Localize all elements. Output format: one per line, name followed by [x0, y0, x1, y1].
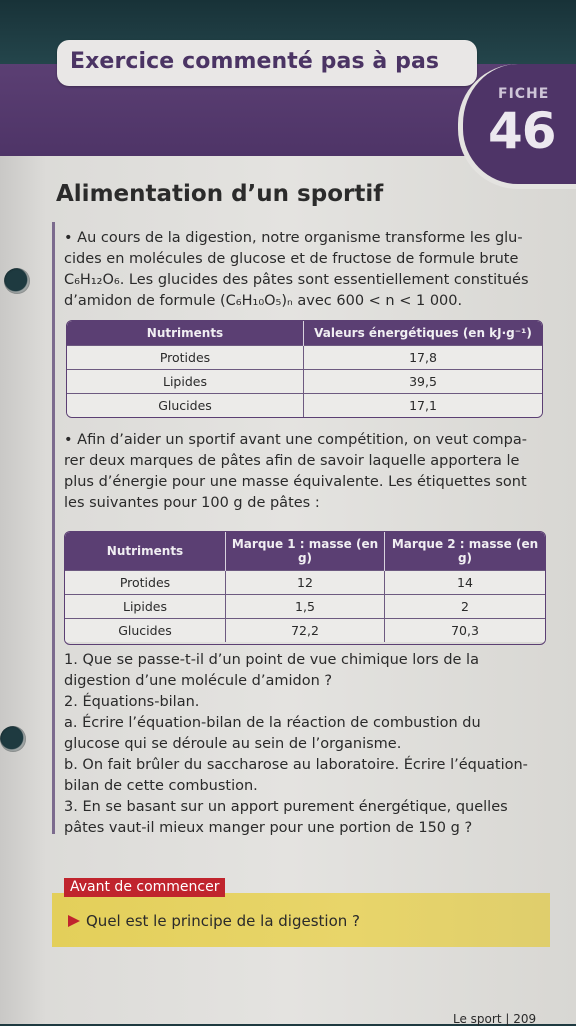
arrow-right-icon — [68, 915, 80, 927]
intro-line: C₆H₁₂O₆. Les glucides des pâtes sont essentiellement constitués — [64, 272, 529, 288]
table-row — [67, 345, 542, 369]
header-title: Exercice commenté pas à pas — [70, 49, 440, 74]
table-cell: Protides — [67, 345, 304, 369]
table-cell: 72,2 — [226, 618, 385, 642]
brands-line: plus d’énergie pour une masse équivalente. Les étiquettes sont — [64, 474, 527, 490]
intro-line: cides en molécules de glucose et de fructose de formule brute — [64, 251, 519, 267]
questions-list — [64, 650, 540, 839]
table-header: Marque 2 : masse (en g) — [385, 532, 546, 570]
binder-ring-hole — [4, 268, 30, 294]
table-cell: 2 — [385, 594, 546, 618]
pasta-brands-table — [64, 531, 546, 645]
left-margin-bar — [52, 222, 55, 834]
question-line: glucose qui se déroule au sein de l’organisme. — [64, 736, 402, 752]
table-header: Nutriments — [67, 321, 304, 345]
fiche-number: 46 — [488, 102, 556, 160]
table-row — [65, 618, 545, 642]
table-cell: 70,3 — [385, 618, 546, 642]
table-cell: 12 — [226, 570, 385, 594]
brands-line: les suivantes pour 100 g de pâtes : — [64, 495, 320, 511]
avant-de-commencer-label: Avant de commencer — [64, 878, 225, 897]
avant-question — [68, 912, 360, 930]
table-cell: Lipides — [65, 594, 226, 618]
page-footer: Le sport | 209 — [453, 1012, 537, 1026]
binder-ring-hole — [0, 726, 26, 752]
question-line: pâtes vaut-il mieux manger pour une portion de 150 g ? — [64, 820, 473, 836]
intro-line: • Au cours de la digestion, notre organisme transforme les glu- — [64, 230, 523, 246]
table-header: Valeurs énergétiques (en kJ·g⁻¹) — [304, 321, 543, 345]
question-line: digestion d’une molécule d’amidon ? — [64, 673, 333, 689]
brands-paragraph — [64, 430, 540, 514]
question-line: a. Écrire l’équation-bilan de la réaction de combustion du — [64, 715, 481, 731]
table-cell: 14 — [385, 570, 546, 594]
table-cell: Glucides — [65, 618, 226, 642]
table-row — [65, 594, 545, 618]
table-cell: 1,5 — [226, 594, 385, 618]
energy-values-table — [66, 320, 543, 418]
intro-paragraph — [64, 228, 540, 312]
table-header: Nutriments — [65, 532, 226, 570]
question-line: bilan de cette combustion. — [64, 778, 258, 794]
table-cell: 17,1 — [304, 393, 543, 417]
question-line: 3. En se basant sur un apport purement énergétique, quelles — [64, 799, 508, 815]
table-row — [67, 393, 542, 417]
table-row — [67, 369, 542, 393]
section-title: Alimentation d’un sportif — [56, 181, 384, 207]
table-cell: Glucides — [67, 393, 304, 417]
table-header: Marque 1 : masse (en g) — [226, 532, 385, 570]
table-cell: 39,5 — [304, 369, 543, 393]
question-line: 1. Que se passe-t-il d’un point de vue chimique lors de la — [64, 652, 479, 668]
question-line: 2. Équations-bilan. — [64, 694, 200, 710]
table-cell: Protides — [65, 570, 226, 594]
table-cell: 17,8 — [304, 345, 543, 369]
intro-line: d’amidon de formule (C₆H₁₀O₅)ₙ avec 600 < n < 1 000. — [64, 293, 463, 309]
fiche-label: FICHE — [498, 86, 550, 102]
brands-line: • Afin d’aider un sportif avant une compétition, on veut compa- — [64, 432, 527, 448]
table-row — [65, 570, 545, 594]
question-line: b. On fait brûler du saccharose au laboratoire. Écrire l’équation- — [64, 757, 528, 773]
avant-question-text: Quel est le principe de la digestion ? — [86, 912, 360, 930]
table-cell: Lipides — [67, 369, 304, 393]
brands-line: rer deux marques de pâtes afin de savoir laquelle apportera le — [64, 453, 520, 469]
